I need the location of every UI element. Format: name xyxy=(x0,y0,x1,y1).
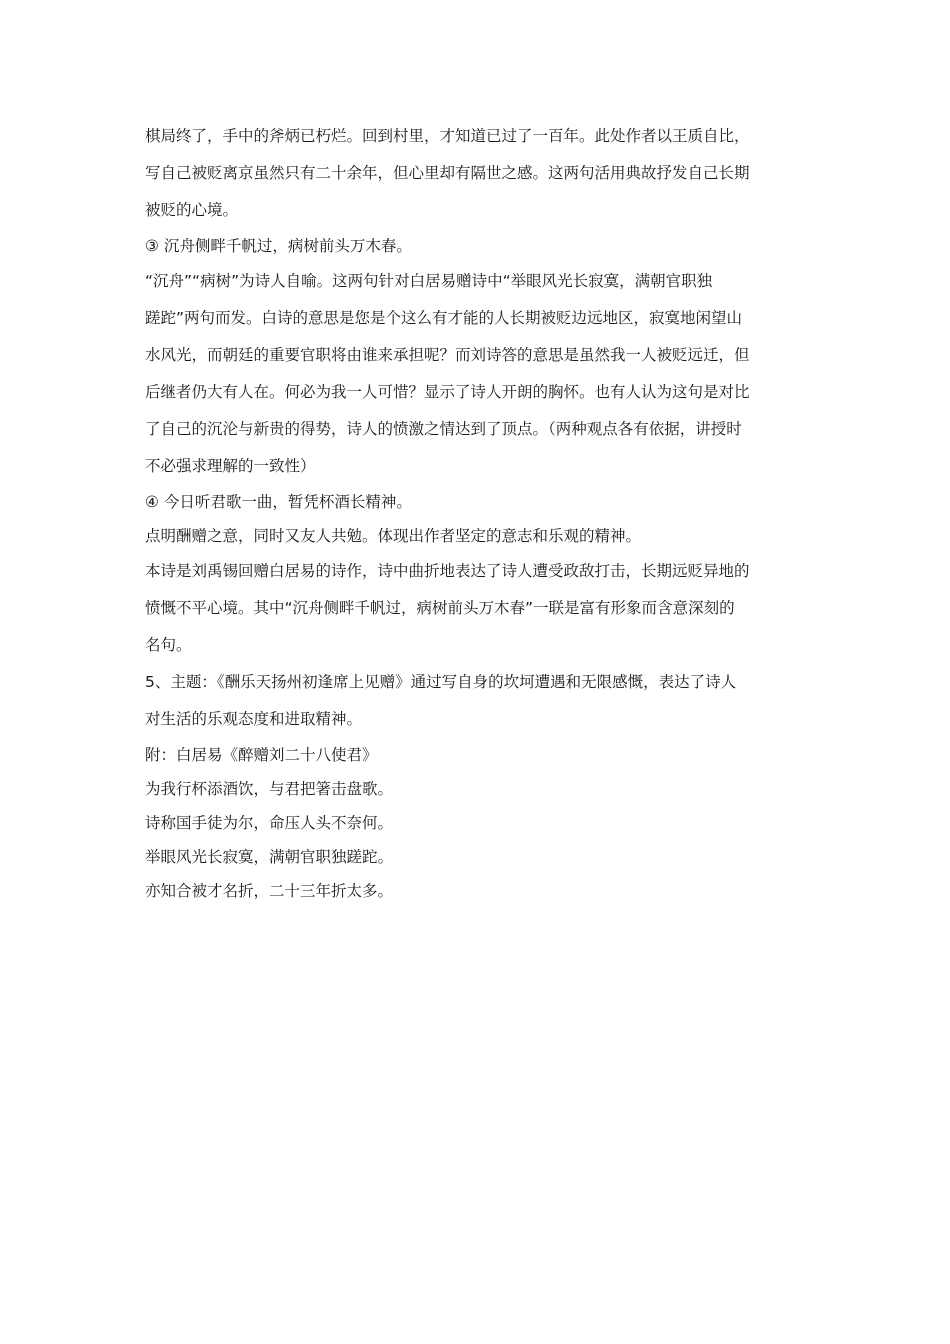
text-line: 对生活的乐观态度和进取精神。 xyxy=(145,710,363,728)
text-line: 了自己的沉沦与新贵的得势，诗人的愤激之情达到了顶点。（两种观点各有依据，讲授时 xyxy=(145,420,742,438)
text-line: 为我行杯添酒饮，与君把箸击盘歌。 xyxy=(145,780,394,798)
text-line: 后继者仍大有人在。何必为我一人可惜？显示了诗人开朗的胸怀。也有人认为这句是对比 xyxy=(145,383,750,401)
text-line: 点明酬赠之意，同时又友人共勉。体现出作者坚定的意志和乐观的精神。 xyxy=(145,527,642,545)
text-line: 不必强求理解的一致性） xyxy=(145,457,316,475)
text-line: 写自己被贬离京虽然只有二十余年，但心里却有隔世之感。这两句活用典故抒发自己长期 xyxy=(145,164,750,182)
text-line: 亦知合被才名折，二十三年折太多。 xyxy=(145,882,394,900)
text-line: 棋局终了，手中的斧炳已朽烂。回到村里，才知道已过了一百年。此处作者以王质自比， xyxy=(145,127,750,145)
text-line: ④ 今日听君歌一曲，暂凭杯酒长精神。 xyxy=(145,493,412,511)
text-line: 举眼风光长寂寞，满朝官职独蹉跎。 xyxy=(145,848,394,866)
text-line: 名句。 xyxy=(145,636,192,654)
text-line: 被贬的心境。 xyxy=(145,201,239,219)
text-line: “沉舟”“病树”为诗人自喻。这两句针对白居易赠诗中“举眼风光长寂寞，满朝官职独 xyxy=(145,272,713,290)
text-line: 5、主题：《酬乐天扬州初逢席上见赠》通过写自身的坎坷遭遇和无限感慨，表达了诗人 xyxy=(145,673,737,691)
text-line: 蹉跎”两句而发。白诗的意思是您是个这么有才能的人长期被贬边远地区，寂寞地闲望山 xyxy=(145,309,743,327)
text-line: 愤慨不平心境。其中“沉舟侧畔千帆过，病树前头万木春”一联是富有形象而含意深刻的 xyxy=(145,599,735,617)
text-line: 水风光，而朝廷的重要官职将由谁来承担呢？而刘诗答的意思是虽然我一人被贬远迁，但 xyxy=(145,346,750,364)
text-line: 附：白居易《醉赠刘二十八使君》 xyxy=(145,746,378,764)
document-page xyxy=(145,118,809,908)
text-line: 本诗是刘禹锡回赠白居易的诗作，诗中曲折地表达了诗人遭受政敌打击，长期远贬异地的 xyxy=(145,562,750,580)
text-line: 诗称国手徒为尔，命压人头不奈何。 xyxy=(145,814,394,832)
text-line: ③ 沉舟侧畔千帆过，病树前头万木春。 xyxy=(145,237,412,255)
